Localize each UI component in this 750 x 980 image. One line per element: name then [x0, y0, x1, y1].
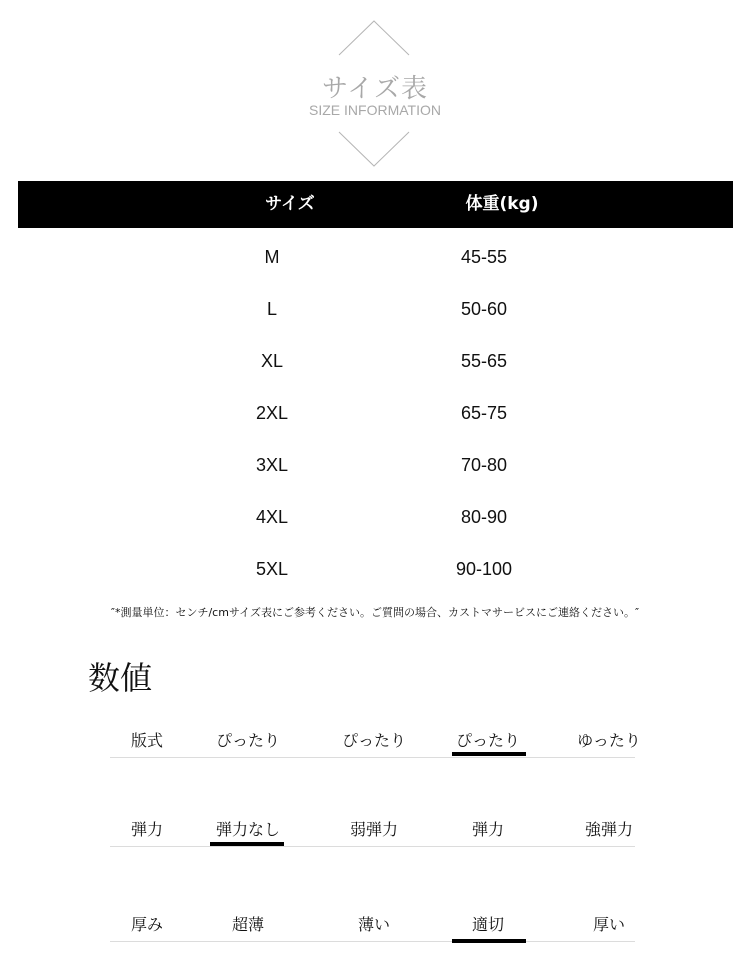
attribute-option: 薄い: [357, 915, 390, 934]
size-chart-subtitle: SIZE INFORMATION: [309, 102, 441, 118]
attribute-group-fit: [110, 724, 641, 758]
selected-indicator-bar: [452, 752, 526, 756]
size-table-header: [18, 181, 733, 228]
attribute-row: [110, 724, 641, 758]
size-cell: 3XL: [255, 455, 289, 475]
attribute-option: 厚い: [592, 915, 625, 934]
attribute-option-selected: 弾力なし: [215, 820, 280, 839]
attribute-row: [110, 908, 635, 942]
table-row: [0, 335, 750, 387]
attribute-group-thickness: [110, 908, 635, 942]
size-table-body: [0, 231, 750, 595]
attribute-option: ぴったり: [215, 731, 280, 750]
attribute-option: 超薄: [231, 915, 264, 934]
weight-cell: 70-80: [460, 455, 508, 475]
size-cell: M: [264, 247, 280, 267]
attribute-label: 弾力: [130, 820, 163, 839]
weight-cell: 50-60: [460, 299, 508, 319]
table-row: [0, 439, 750, 491]
attribute-option-selected: 適切: [471, 915, 504, 934]
attribute-option: 強弾力: [584, 820, 633, 839]
size-cell: 4XL: [255, 507, 289, 527]
attribute-row: [110, 813, 635, 847]
measurement-note: ″*測量単位：センチ/cmサイズ表にご参考ください。ご質問の場合、カストマサービスにご連絡ください。″: [110, 606, 640, 619]
weight-cell: 65-75: [460, 403, 508, 423]
size-cell: 2XL: [255, 403, 289, 423]
size-cell: L: [266, 299, 277, 319]
table-row: [0, 543, 750, 595]
attribute-label: 版式: [130, 731, 163, 750]
table-row: [0, 231, 750, 283]
attribute-option: 弾力: [471, 820, 504, 839]
table-row: [0, 491, 750, 543]
attribute-option: ゆったり: [577, 731, 641, 750]
attribute-option-selected: ぴったり: [455, 731, 520, 750]
selected-indicator-bar: [210, 842, 284, 846]
size-cell: XL: [260, 351, 284, 371]
attribute-option: 弱弾力: [349, 820, 398, 839]
size-cell: 5XL: [255, 559, 289, 579]
size-chart-title: サイズ表: [322, 74, 428, 104]
selected-indicator-bar: [452, 939, 526, 943]
table-row: [0, 387, 750, 439]
attribute-label: 厚み: [130, 915, 163, 934]
table-row: [0, 283, 750, 335]
attribute-group-elasticity: [110, 813, 635, 847]
attributes-title: 数値: [88, 659, 153, 697]
column-header-weight: 体重(kg): [465, 194, 539, 214]
column-header-size: サイズ: [265, 194, 315, 214]
weight-cell: 90-100: [455, 559, 513, 579]
attribute-option: ぴったり: [341, 731, 406, 750]
weight-cell: 45-55: [460, 247, 508, 267]
weight-cell: 55-65: [460, 351, 508, 371]
weight-cell: 80-90: [460, 507, 508, 527]
